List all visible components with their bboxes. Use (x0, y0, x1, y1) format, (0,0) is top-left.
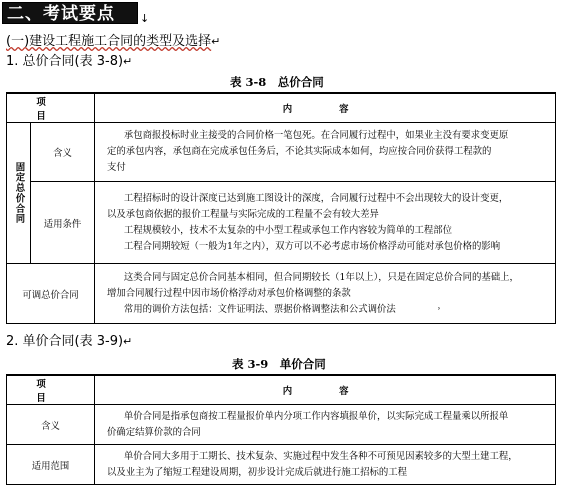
content-line: 单价合同大多用于工期长、技术复杂、实施过程中发生各种不可预见因素较多的大型土建工程， (123, 450, 518, 462)
row-content (95, 123, 556, 182)
content-line: 工程招标时的设计深度已达到施工图设计的深度，合同履行过程中不会出现较大的设计变更， (123, 192, 509, 204)
item-total-price-contract (6, 54, 132, 70)
item2-return-mark: ↵ (123, 335, 133, 348)
subsection-return-mark: ↵ (211, 35, 221, 48)
content-line: 价确定结算价款的合同 (107, 426, 201, 438)
content-line: 以及承包商依据的报价工程量与实际完成的工程量不会有较大差异 (107, 208, 379, 220)
content-line: 以及业主为了缩短工程建设周期，初步设计完成后就进行施工招标的工程 (107, 466, 408, 478)
content-line: 单价合同是指承包商按工程量报价单内分项工作内容填报单价，以实际完成工程量乘以所报单 (123, 410, 509, 422)
row-label: 适用条件 (31, 182, 95, 264)
subsection-title-text: (一)建设工程施工合同的类型及选择 (6, 34, 212, 49)
content-line (107, 302, 547, 318)
table-row (7, 264, 556, 324)
group-label-fixed-total: 固定总价合同 (7, 123, 31, 264)
row-content (95, 405, 556, 445)
table-header-row (7, 375, 556, 405)
end-mark: ˒ (437, 303, 441, 315)
row-content (95, 182, 556, 264)
table-3-8-caption: 表 3-8 总价合同 (230, 75, 324, 89)
header-content: 内 容 (95, 93, 556, 123)
content-line: 工程合同期较短（一般为1年之内），双方可以不必考虑市场价格浮动可能对承包价格的影响 (123, 240, 501, 252)
header-item: 项 目 (7, 375, 95, 405)
table-row (7, 123, 556, 182)
item-unit-price-contract (6, 334, 132, 350)
row-label: 含义 (7, 405, 95, 445)
content-line: 支付 (107, 162, 126, 173)
content-line: 工程规模较小，技术不太复杂的中小型工程或承包工作内容较为简单的工程部位 (123, 224, 453, 236)
table-3-9-caption: 表 3-9 单价合同 (232, 357, 326, 371)
row-label: 可调总价合同 (7, 264, 95, 324)
item1-return-mark: ↵ (123, 55, 133, 68)
heading-return-mark: ↓ (140, 12, 150, 25)
row-content (95, 264, 556, 324)
row-content (95, 445, 556, 485)
row-label: 含义 (31, 123, 95, 182)
content-line: 这类合同与固定总价合同基本相同，但合同期较长（1年以上），只是在固定总价合同的基础上， (123, 271, 519, 283)
header-content: 内 容 (95, 375, 556, 405)
table-row (7, 182, 556, 264)
subsection-title (6, 34, 220, 50)
content-line: 增加合同履行过程中因市场价格浮动对承包价格调整的条款 (107, 287, 351, 299)
section-heading (2, 2, 138, 24)
item-unit-price-label: 2. 单价合同(表 3-9) (6, 334, 124, 349)
section-heading-text: 二、考试要点 (7, 4, 115, 24)
table-row (7, 405, 556, 445)
table-3-9 (6, 374, 556, 485)
table-row (7, 445, 556, 485)
table-3-8 (6, 92, 556, 324)
item-total-price-label: 1. 总价合同(表 3-8) (6, 54, 124, 69)
header-item: 项 目 (7, 93, 95, 123)
content-line: 承包商报投标时业主接受的合同价格一笔包死。在合同履行过程中，如果业主没有要求变更原 (123, 130, 509, 141)
row-label: 适用范围 (7, 445, 95, 485)
content-line-text: 常用的调价方法包括：文件证明法、票据价格调整法和公式调价法 (123, 303, 396, 315)
table-header-row (7, 93, 556, 123)
content-line: 定的承包内容，承包商在完成承包任务后，不论其实际成本如何，均应按合同价获得工程款的 (107, 146, 492, 157)
